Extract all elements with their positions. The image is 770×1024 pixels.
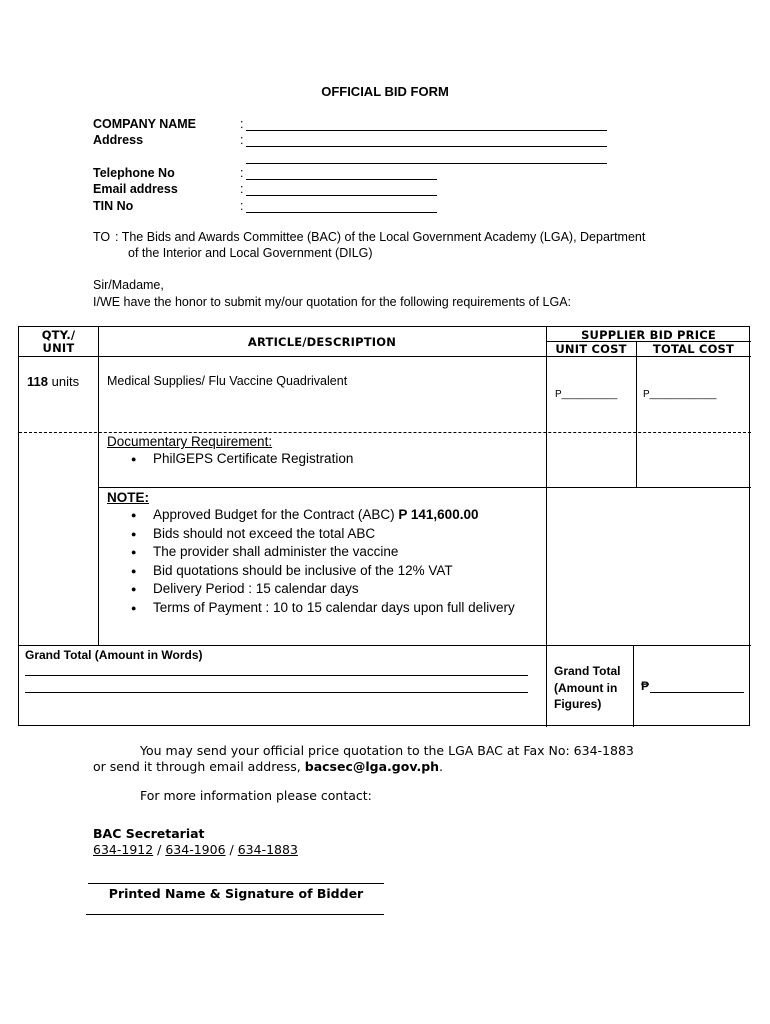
grand-figures-line2: (Amount in: [554, 680, 618, 695]
company-name-field[interactable]: [246, 130, 607, 131]
supplier-price-header: SUPPLIER BID PRICE: [581, 328, 716, 342]
grand-total-figures-field[interactable]: [650, 692, 744, 693]
bid-table: [18, 326, 750, 726]
grand-total-words-line1[interactable]: [25, 675, 528, 676]
intro-text: I/WE have the honor to submit my/our quotation for the following requirements of LGA:: [93, 295, 572, 309]
phone-numbers: [93, 842, 298, 857]
telephone-label: Telephone No: [93, 166, 175, 180]
note-item: ● Bids should not exceed the total ABC: [107, 525, 547, 544]
address-field-line1[interactable]: [246, 146, 607, 147]
colon: :: [240, 166, 244, 180]
qty-number: 118: [27, 374, 48, 389]
address-field-line2[interactable]: [246, 163, 607, 164]
article-header: ARTICLE/DESCRIPTION: [247, 335, 397, 349]
phone-separator: /: [153, 842, 166, 857]
note-item: ● The provider shall administer the vaccine: [107, 543, 547, 562]
to-line1: : The Bids and Awards Committee (BAC) of the Local Government Academy (LGA), Department: [115, 230, 646, 244]
unit-cost-header: UNIT COST: [555, 342, 627, 356]
note-item: ● Terms of Payment : 10 to 15 calendar days upon full delivery: [107, 599, 547, 618]
grand-figures-line1: Grand Total: [554, 664, 621, 678]
peso-sign: ₱: [641, 679, 650, 693]
note-abc-item: [107, 506, 547, 525]
note-items: [107, 525, 547, 618]
to-line2: of the Interior and Local Government (DILG): [128, 246, 373, 260]
grand-figures-line3: Figures): [554, 697, 602, 711]
grand-total-words-label: Grand Total (Amount in Words): [25, 648, 203, 662]
phone-separator: /: [225, 842, 238, 857]
grand-total-words-line2[interactable]: [25, 692, 528, 693]
unit-cost-field[interactable]: P__________: [555, 389, 618, 400]
more-info-text: For more information please contact:: [140, 788, 372, 803]
note-abc-prefix: Approved Budget for the Contract (ABC): [153, 507, 395, 522]
doc-req-item: ● PhilGEPS Certificate Registration: [107, 450, 537, 469]
colon: :: [240, 117, 244, 131]
signature-line-top: [88, 883, 384, 884]
email-label: Email address: [93, 182, 178, 196]
signature-label: Printed Name & Signature of Bidder: [108, 886, 364, 901]
telephone-field[interactable]: [246, 179, 437, 180]
send-line2-prefix: or send it through email address,: [93, 759, 301, 774]
tin-field[interactable]: [246, 212, 437, 213]
form-title: OFFICIAL BID FORM: [321, 84, 449, 99]
address-label: Address: [93, 133, 144, 147]
salutation: Sir/Madame,: [93, 278, 164, 292]
note-list: [107, 506, 547, 525]
qty-header-line1: QTY./: [41, 328, 76, 342]
note-heading: NOTE:: [107, 490, 149, 505]
email-field[interactable]: [246, 195, 437, 196]
bac-secretariat-label: BAC Secretariat: [93, 826, 205, 841]
company-name-label: COMPANY NAME: [93, 117, 197, 131]
doc-req-heading: Documentary Requirement:: [107, 434, 273, 449]
total-cost-header: TOTAL COST: [652, 342, 735, 356]
phone-link[interactable]: 634-1906: [165, 842, 226, 857]
qty-header-line2: UNIT: [42, 341, 75, 355]
tin-label: TIN No: [93, 199, 134, 213]
phone-link[interactable]: 634-1883: [237, 842, 298, 857]
colon: :: [240, 182, 244, 196]
signature-line[interactable]: [86, 914, 384, 915]
to-label: TO: [93, 230, 111, 244]
item-description: Medical Supplies/ Flu Vaccine Quadrivalent: [107, 374, 348, 388]
colon: :: [240, 199, 244, 213]
phone-link[interactable]: 634-1912: [93, 842, 154, 857]
total-cost-field[interactable]: P____________: [643, 389, 717, 400]
send-line1: You may send your official price quotation to the LGA BAC at Fax No: 634-1883: [140, 743, 634, 758]
note-item: ● Bid quotations should be inclusive of the 12% VAT: [107, 562, 547, 581]
abc-amount: P 141,600.00: [398, 507, 479, 522]
bac-email[interactable]: bacsec@lga.gov.ph: [304, 759, 440, 774]
doc-req-list: [107, 450, 537, 469]
note-item: ● Delivery Period : 15 calendar days: [107, 580, 547, 599]
qty-unit: units: [51, 374, 80, 389]
colon: :: [240, 133, 244, 147]
send-line2-suffix: .: [439, 759, 444, 774]
